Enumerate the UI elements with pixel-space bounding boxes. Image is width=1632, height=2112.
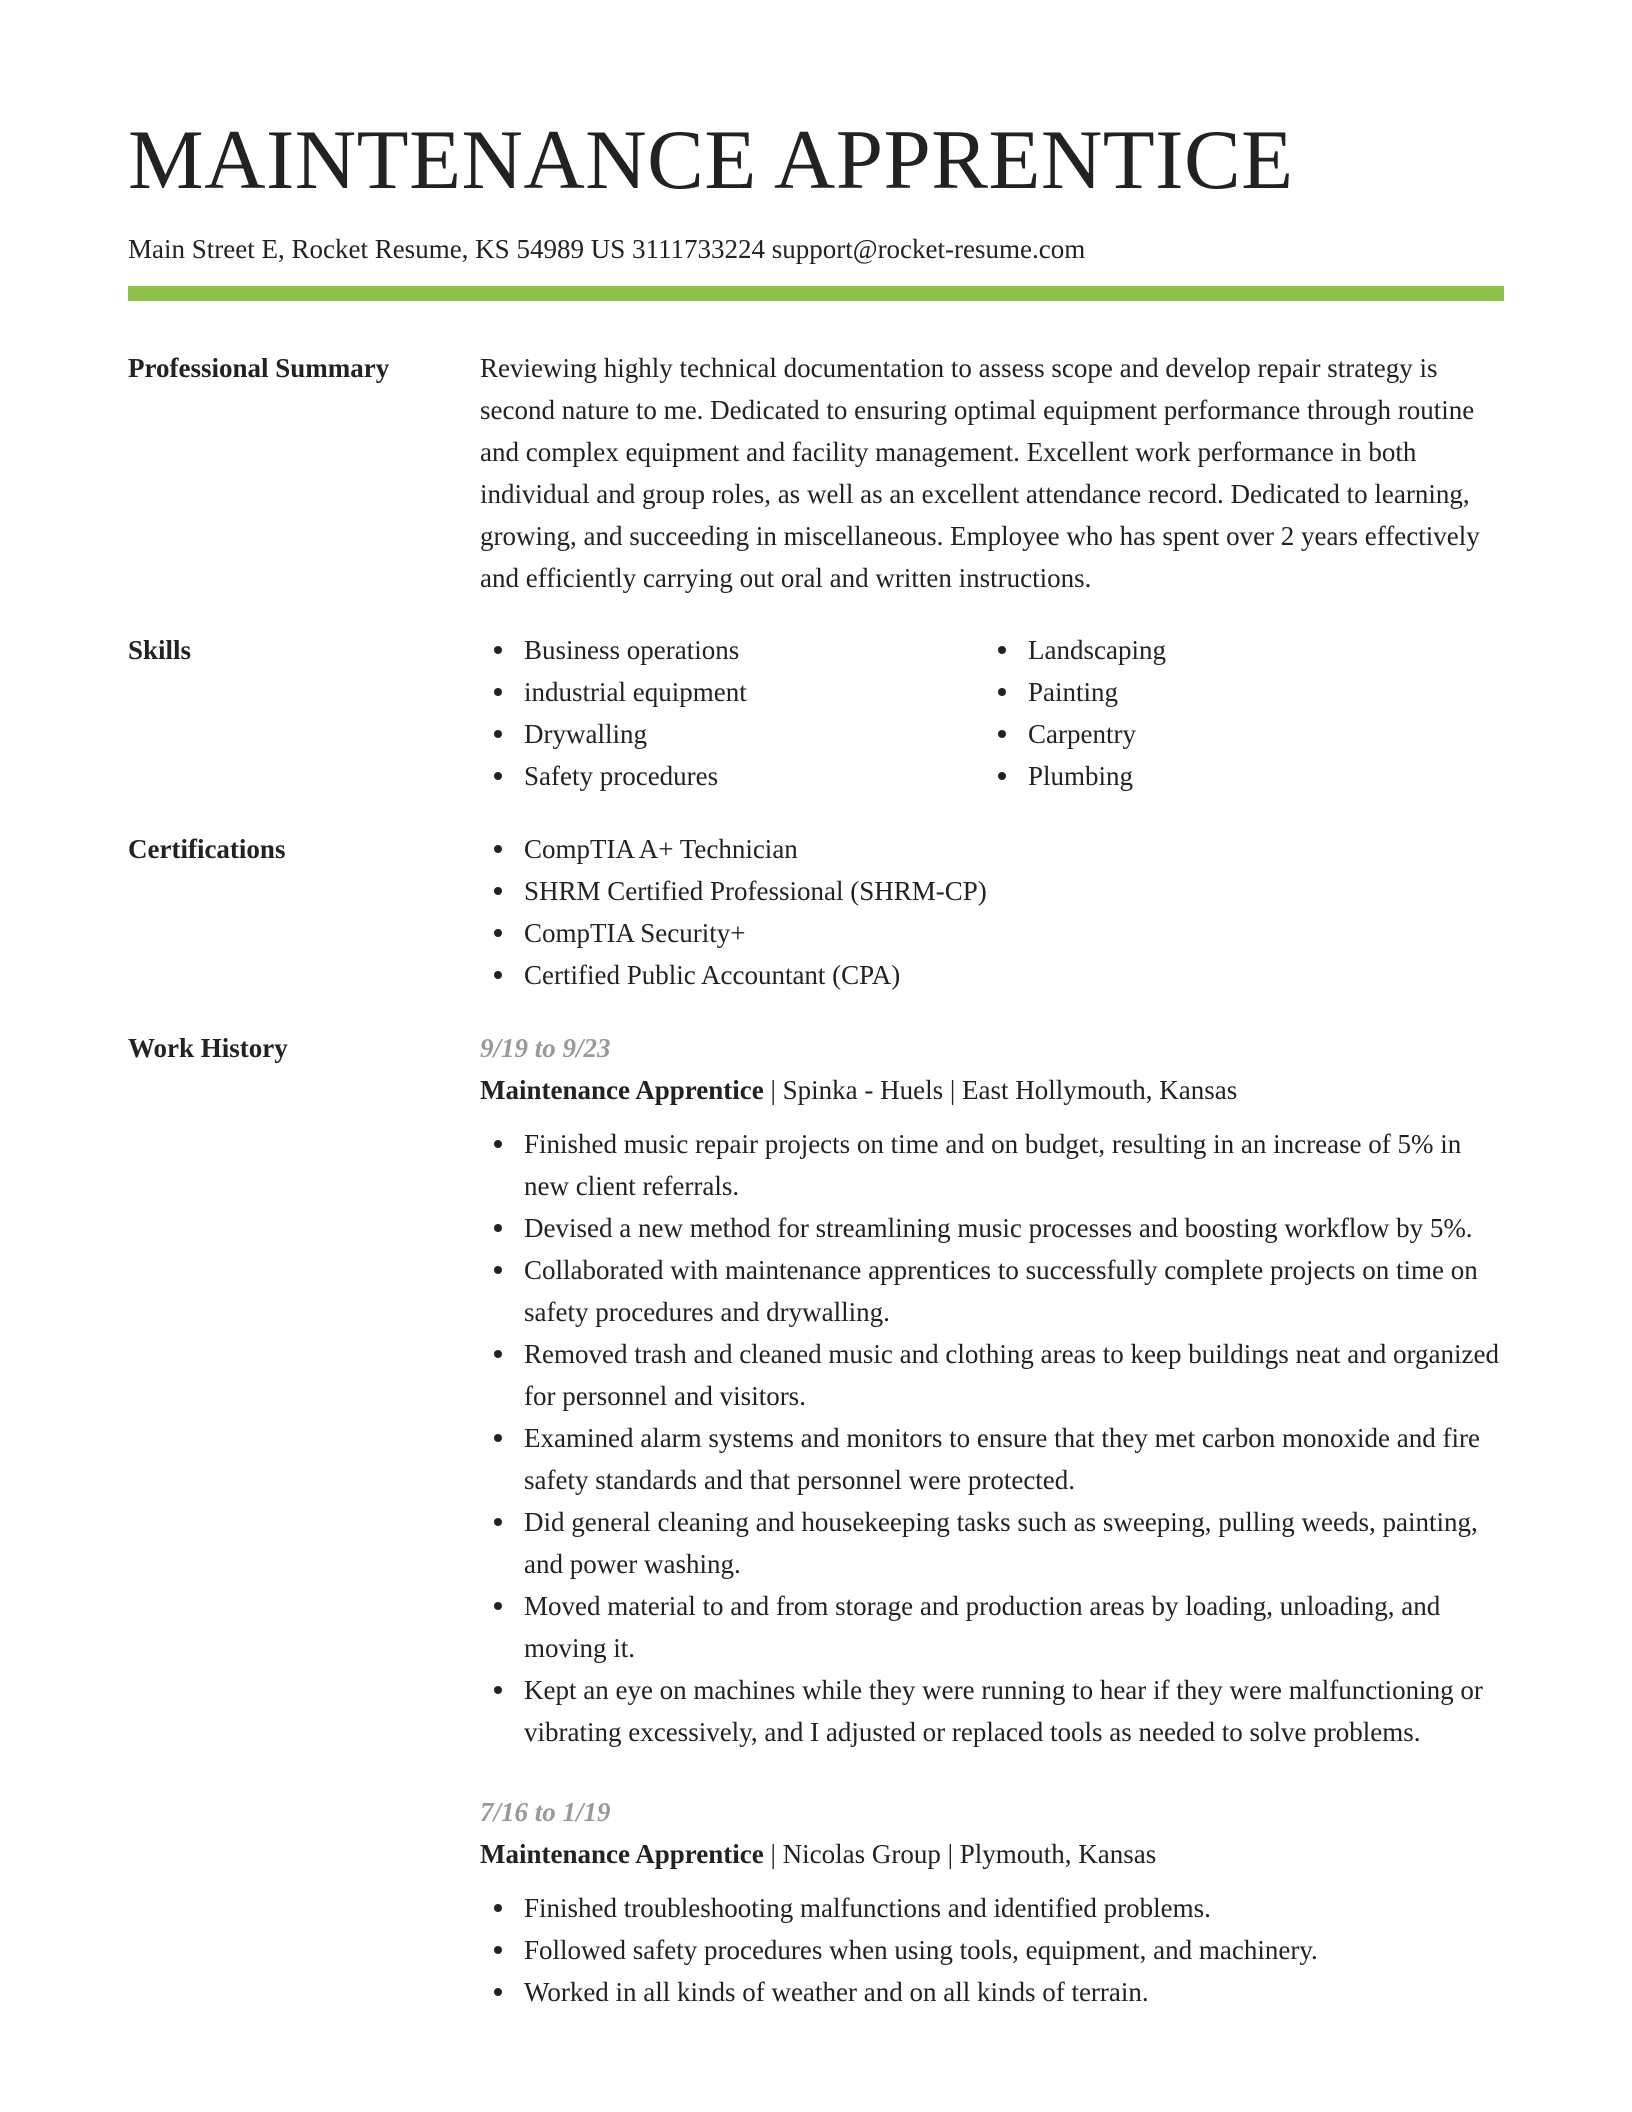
job-bullet: Finished music repair projects on time and on budget, resulting in an increase of 5% in new client referrals. <box>524 1123 1504 1207</box>
skills-heading: Skills <box>128 635 192 665</box>
skills-column-left <box>480 629 984 797</box>
job-entry <box>480 1791 1504 2013</box>
skills-grid <box>480 629 1504 797</box>
job-entry <box>480 1027 1504 1753</box>
job-bullet: Did general cleaning and housekeeping tasks such as sweeping, pulling weeds, painting, and power washing. <box>524 1501 1504 1585</box>
work-history-heading: Work History <box>128 1033 288 1063</box>
job-bullet: Removed trash and cleaned music and clothing areas to keep buildings neat and organized for personnel and visitors. <box>524 1333 1504 1417</box>
work-history-body <box>480 1027 1504 2013</box>
job-bullet: Worked in all kinds of weather and on all kinds of terrain. <box>524 1971 1504 2013</box>
job-responsibilities <box>480 1887 1504 2013</box>
certifications-heading: Certifications <box>128 834 286 864</box>
certification-item: CompTIA A+ Technician <box>524 828 1504 870</box>
certification-item: SHRM Certified Professional (SHRM-CP) <box>524 870 1504 912</box>
job-dates: 9/19 to 9/23 <box>480 1033 611 1063</box>
skill-item: Painting <box>1028 671 1488 713</box>
job-dates: 7/16 to 1/19 <box>480 1797 611 1827</box>
skills-list-right <box>984 629 1488 797</box>
skill-item: Business operations <box>524 629 984 671</box>
job-bullet: Moved material to and from storage and production areas by loading, unloading, and moving it. <box>524 1585 1504 1669</box>
skills-body <box>480 629 1504 797</box>
job-bullet: Finished troubleshooting malfunctions and identified problems. <box>524 1887 1504 1929</box>
certifications-list <box>480 828 1504 996</box>
skill-item: Drywalling <box>524 713 984 755</box>
job-title: Maintenance Apprentice <box>480 1075 764 1105</box>
job-bullet: Devised a new method for streamlining music processes and boosting workflow by 5%. <box>524 1207 1504 1249</box>
accent-divider <box>128 286 1504 301</box>
skill-item: Safety procedures <box>524 755 984 797</box>
skill-item: Carpentry <box>1028 713 1488 755</box>
certification-item: CompTIA Security+ <box>524 912 1504 954</box>
contact-line: Main Street E, Rocket Resume, KS 54989 US 3111733224 support@rocket-resume.com <box>128 234 1086 264</box>
certifications-body <box>480 828 1504 996</box>
job-title: Maintenance Apprentice <box>480 1839 764 1869</box>
summary-heading: Professional Summary <box>128 353 390 383</box>
skills-list-left <box>480 629 984 797</box>
summary-text: Reviewing highly technical documentation to assess scope and develop repair strategy is second nature to me. Dedicated to ensuring optimal equipment performance through routine and complex equipment and facility management. Excellent work performance in both individual and group roles, as well as an excellent attendance record. Dedicated to learning, growing, and succeeding in miscellaneous. Employee who has spent over 2 years effectively and efficiently carrying out oral and written instructions. <box>480 353 1480 593</box>
summary-body <box>480 347 1504 599</box>
job-bullet: Examined alarm systems and monitors to ensure that they met carbon monoxide and fire safety standards and that personnel were protected. <box>524 1417 1504 1501</box>
job-heading <box>480 1069 1504 1111</box>
job-bullet: Collaborated with maintenance apprentices to successfully complete projects on time on safety procedures and drywalling. <box>524 1249 1504 1333</box>
job-responsibilities <box>480 1123 1504 1753</box>
job-bullet: Kept an eye on machines while they were running to hear if they were malfunctioning or vibrating excessively, and I adjusted or replaced tools as needed to solve problems. <box>524 1669 1504 1753</box>
job-employer-location: | Spinka - Huels | East Hollymouth, Kansas <box>763 1075 1238 1105</box>
resume-title: MAINTENANCE APPRENTICE <box>128 113 1294 207</box>
skill-item: industrial equipment <box>524 671 984 713</box>
job-heading <box>480 1833 1504 1875</box>
skills-column-right <box>984 629 1488 797</box>
skill-item: Plumbing <box>1028 755 1488 797</box>
certification-item: Certified Public Accountant (CPA) <box>524 954 1504 996</box>
job-employer-location: | Nicolas Group | Plymouth, Kansas <box>763 1839 1157 1869</box>
skill-item: Landscaping <box>1028 629 1488 671</box>
job-bullet: Followed safety procedures when using tools, equipment, and machinery. <box>524 1929 1504 1971</box>
